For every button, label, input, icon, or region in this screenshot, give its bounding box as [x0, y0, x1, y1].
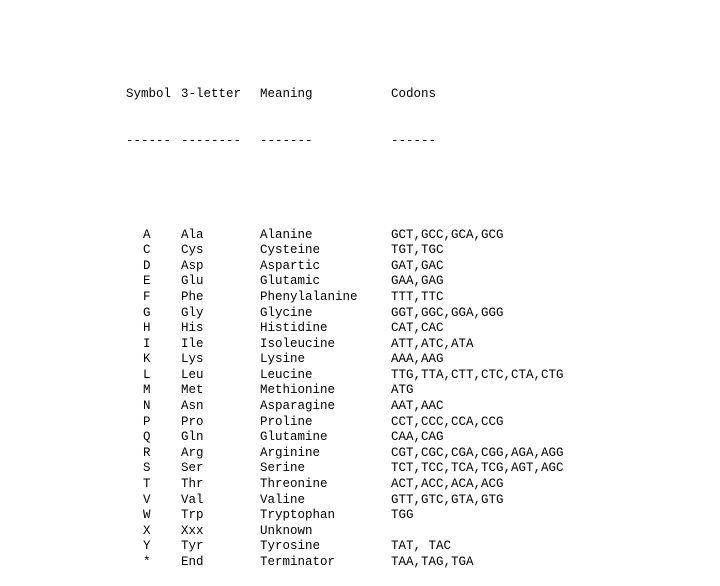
symbol-cell: T [143, 477, 151, 492]
table-row [126, 445, 564, 462]
symbol-cell: S [143, 461, 151, 476]
three-letter-cell: Arg [181, 445, 204, 460]
three-letter-cell: Thr [181, 477, 204, 492]
table-row [126, 258, 444, 275]
underline-symbol: ------ [126, 133, 172, 148]
three-letter-cell: Leu [181, 367, 204, 382]
codons-cell: TAA,TAG,TGA [391, 555, 474, 569]
codons-cell: AAT,AAC [391, 399, 444, 414]
three-letter-cell: Glu [181, 274, 204, 289]
table-row [126, 367, 564, 384]
table-row [126, 383, 414, 399]
symbol-cell: W [143, 508, 151, 523]
meaning-cell: Leucine [260, 367, 313, 382]
meaning-cell: Phenylalanine [260, 289, 358, 304]
meaning-cell: Histidine [260, 321, 328, 336]
three-letter-cell: Phe [181, 289, 204, 304]
meaning-cell: Arginine [260, 445, 321, 460]
codons-cell: TGG [391, 508, 414, 523]
symbol-cell: E [143, 274, 151, 289]
codons-cell: CCT,CCC,CCA,CCG [391, 414, 504, 429]
codons-cell: GTT,GTC,GTA,GTG [391, 492, 504, 507]
meaning-cell: Glutamine [260, 430, 328, 445]
symbol-cell: V [143, 492, 151, 507]
symbol-cell: M [143, 383, 151, 398]
meaning-cell: Tryptophan [260, 508, 336, 523]
underline-codons: ------ [391, 133, 437, 148]
codons-cell: GAT,GAC [391, 258, 444, 273]
codons-cell: CAA,CAG [391, 430, 444, 445]
table-row [126, 414, 504, 431]
table-row [126, 430, 444, 446]
table-row [126, 274, 444, 290]
codons-cell: TTT,TTC [391, 289, 444, 304]
symbol-cell: L [143, 367, 151, 382]
meaning-cell: Glycine [260, 305, 313, 320]
meaning-cell: Cysteine [260, 243, 321, 258]
three-letter-cell: End [181, 555, 204, 569]
symbol-cell: H [143, 321, 151, 336]
table-row [126, 227, 504, 244]
meaning-cell: Tyrosine [260, 539, 321, 554]
three-letter-cell: Asp [181, 258, 204, 273]
header-meaning: Meaning [260, 87, 313, 102]
table-row [126, 461, 564, 477]
meaning-cell: Terminator [260, 555, 336, 569]
symbol-cell: P [143, 414, 151, 429]
table-row [126, 321, 444, 337]
codons-cell: AAA,AAG [391, 352, 444, 367]
symbol-cell: * [143, 555, 151, 569]
header-row [126, 87, 437, 103]
header-symbol: Symbol [126, 87, 172, 102]
symbol-cell: I [143, 336, 151, 351]
codons-cell: GAA,GAG [391, 274, 444, 289]
three-letter-cell: Xxx [181, 523, 204, 538]
symbol-cell: F [143, 289, 151, 304]
table-row [126, 492, 504, 509]
table-body [126, 227, 564, 571]
codons-cell: TGT,TGC [391, 243, 444, 258]
codons-cell: ATG [391, 383, 414, 398]
table-row [126, 523, 313, 540]
three-letter-cell: Ala [181, 227, 204, 242]
table-row [126, 305, 504, 322]
three-letter-cell: Val [181, 492, 204, 507]
table-row [126, 539, 452, 555]
underline-row [126, 133, 437, 150]
meaning-cell: Methionine [260, 383, 336, 398]
three-letter-cell: Pro [181, 414, 204, 429]
table-row [126, 399, 444, 415]
table-row [126, 336, 474, 353]
symbol-cell: Q [143, 430, 151, 445]
symbol-cell: K [143, 352, 151, 367]
codons-cell: TAT, TAC [391, 539, 452, 554]
codons-cell: TCT,TCC,TCA,TCG,AGT,AGC [391, 461, 564, 476]
three-letter-cell: Lys [181, 352, 204, 367]
symbol-cell: Y [143, 539, 151, 554]
table-row [126, 508, 414, 524]
codons-cell: GCT,GCC,GCA,GCG [391, 227, 504, 242]
symbol-cell: D [143, 258, 151, 273]
codons-cell: ATT,ATC,ATA [391, 336, 474, 351]
codons-cell: TTG,TTA,CTT,CTC,CTA,CTG [391, 367, 564, 382]
three-letter-cell: Gln [181, 430, 204, 445]
meaning-cell: Alanine [260, 227, 313, 242]
meaning-cell: Threonine [260, 477, 328, 492]
table-row [126, 477, 504, 493]
three-letter-cell: His [181, 321, 204, 336]
codons-cell: ACT,ACC,ACA,ACG [391, 477, 504, 492]
symbol-cell: R [143, 445, 151, 460]
three-letter-cell: Cys [181, 243, 204, 258]
symbol-cell: X [143, 523, 151, 538]
underline-three-letter: -------- [181, 133, 242, 148]
meaning-cell: Valine [260, 492, 306, 507]
symbol-cell: G [143, 305, 151, 320]
symbol-cell: N [143, 399, 151, 414]
meaning-cell: Asparagine [260, 399, 336, 414]
header-three-letter: 3-letter [181, 87, 242, 102]
three-letter-cell: Tyr [181, 539, 204, 554]
table-row [126, 555, 474, 571]
meaning-cell: Aspartic [260, 258, 321, 273]
header-codons: Codons [391, 87, 437, 102]
symbol-cell: C [143, 243, 151, 258]
table-row [126, 243, 444, 259]
codons-cell: CAT,CAC [391, 321, 444, 336]
amino-acid-table [126, 56, 564, 586]
meaning-cell: Unknown [260, 523, 313, 538]
three-letter-cell: Ser [181, 461, 204, 476]
three-letter-cell: Trp [181, 508, 204, 523]
table-row [126, 289, 444, 306]
underline-meaning: ------- [260, 133, 313, 148]
three-letter-cell: Met [181, 383, 204, 398]
symbol-cell: A [143, 227, 151, 242]
meaning-cell: Serine [260, 461, 306, 476]
meaning-cell: Isoleucine [260, 336, 336, 351]
three-letter-cell: Asn [181, 399, 204, 414]
meaning-cell: Lysine [260, 352, 306, 367]
codons-cell: GGT,GGC,GGA,GGG [391, 305, 504, 320]
meaning-cell: Proline [260, 414, 313, 429]
three-letter-cell: Ile [181, 336, 204, 351]
codons-cell: CGT,CGC,CGA,CGG,AGA,AGG [391, 445, 564, 460]
three-letter-cell: Gly [181, 305, 204, 320]
meaning-cell: Glutamic [260, 274, 321, 289]
table-row [126, 352, 444, 368]
